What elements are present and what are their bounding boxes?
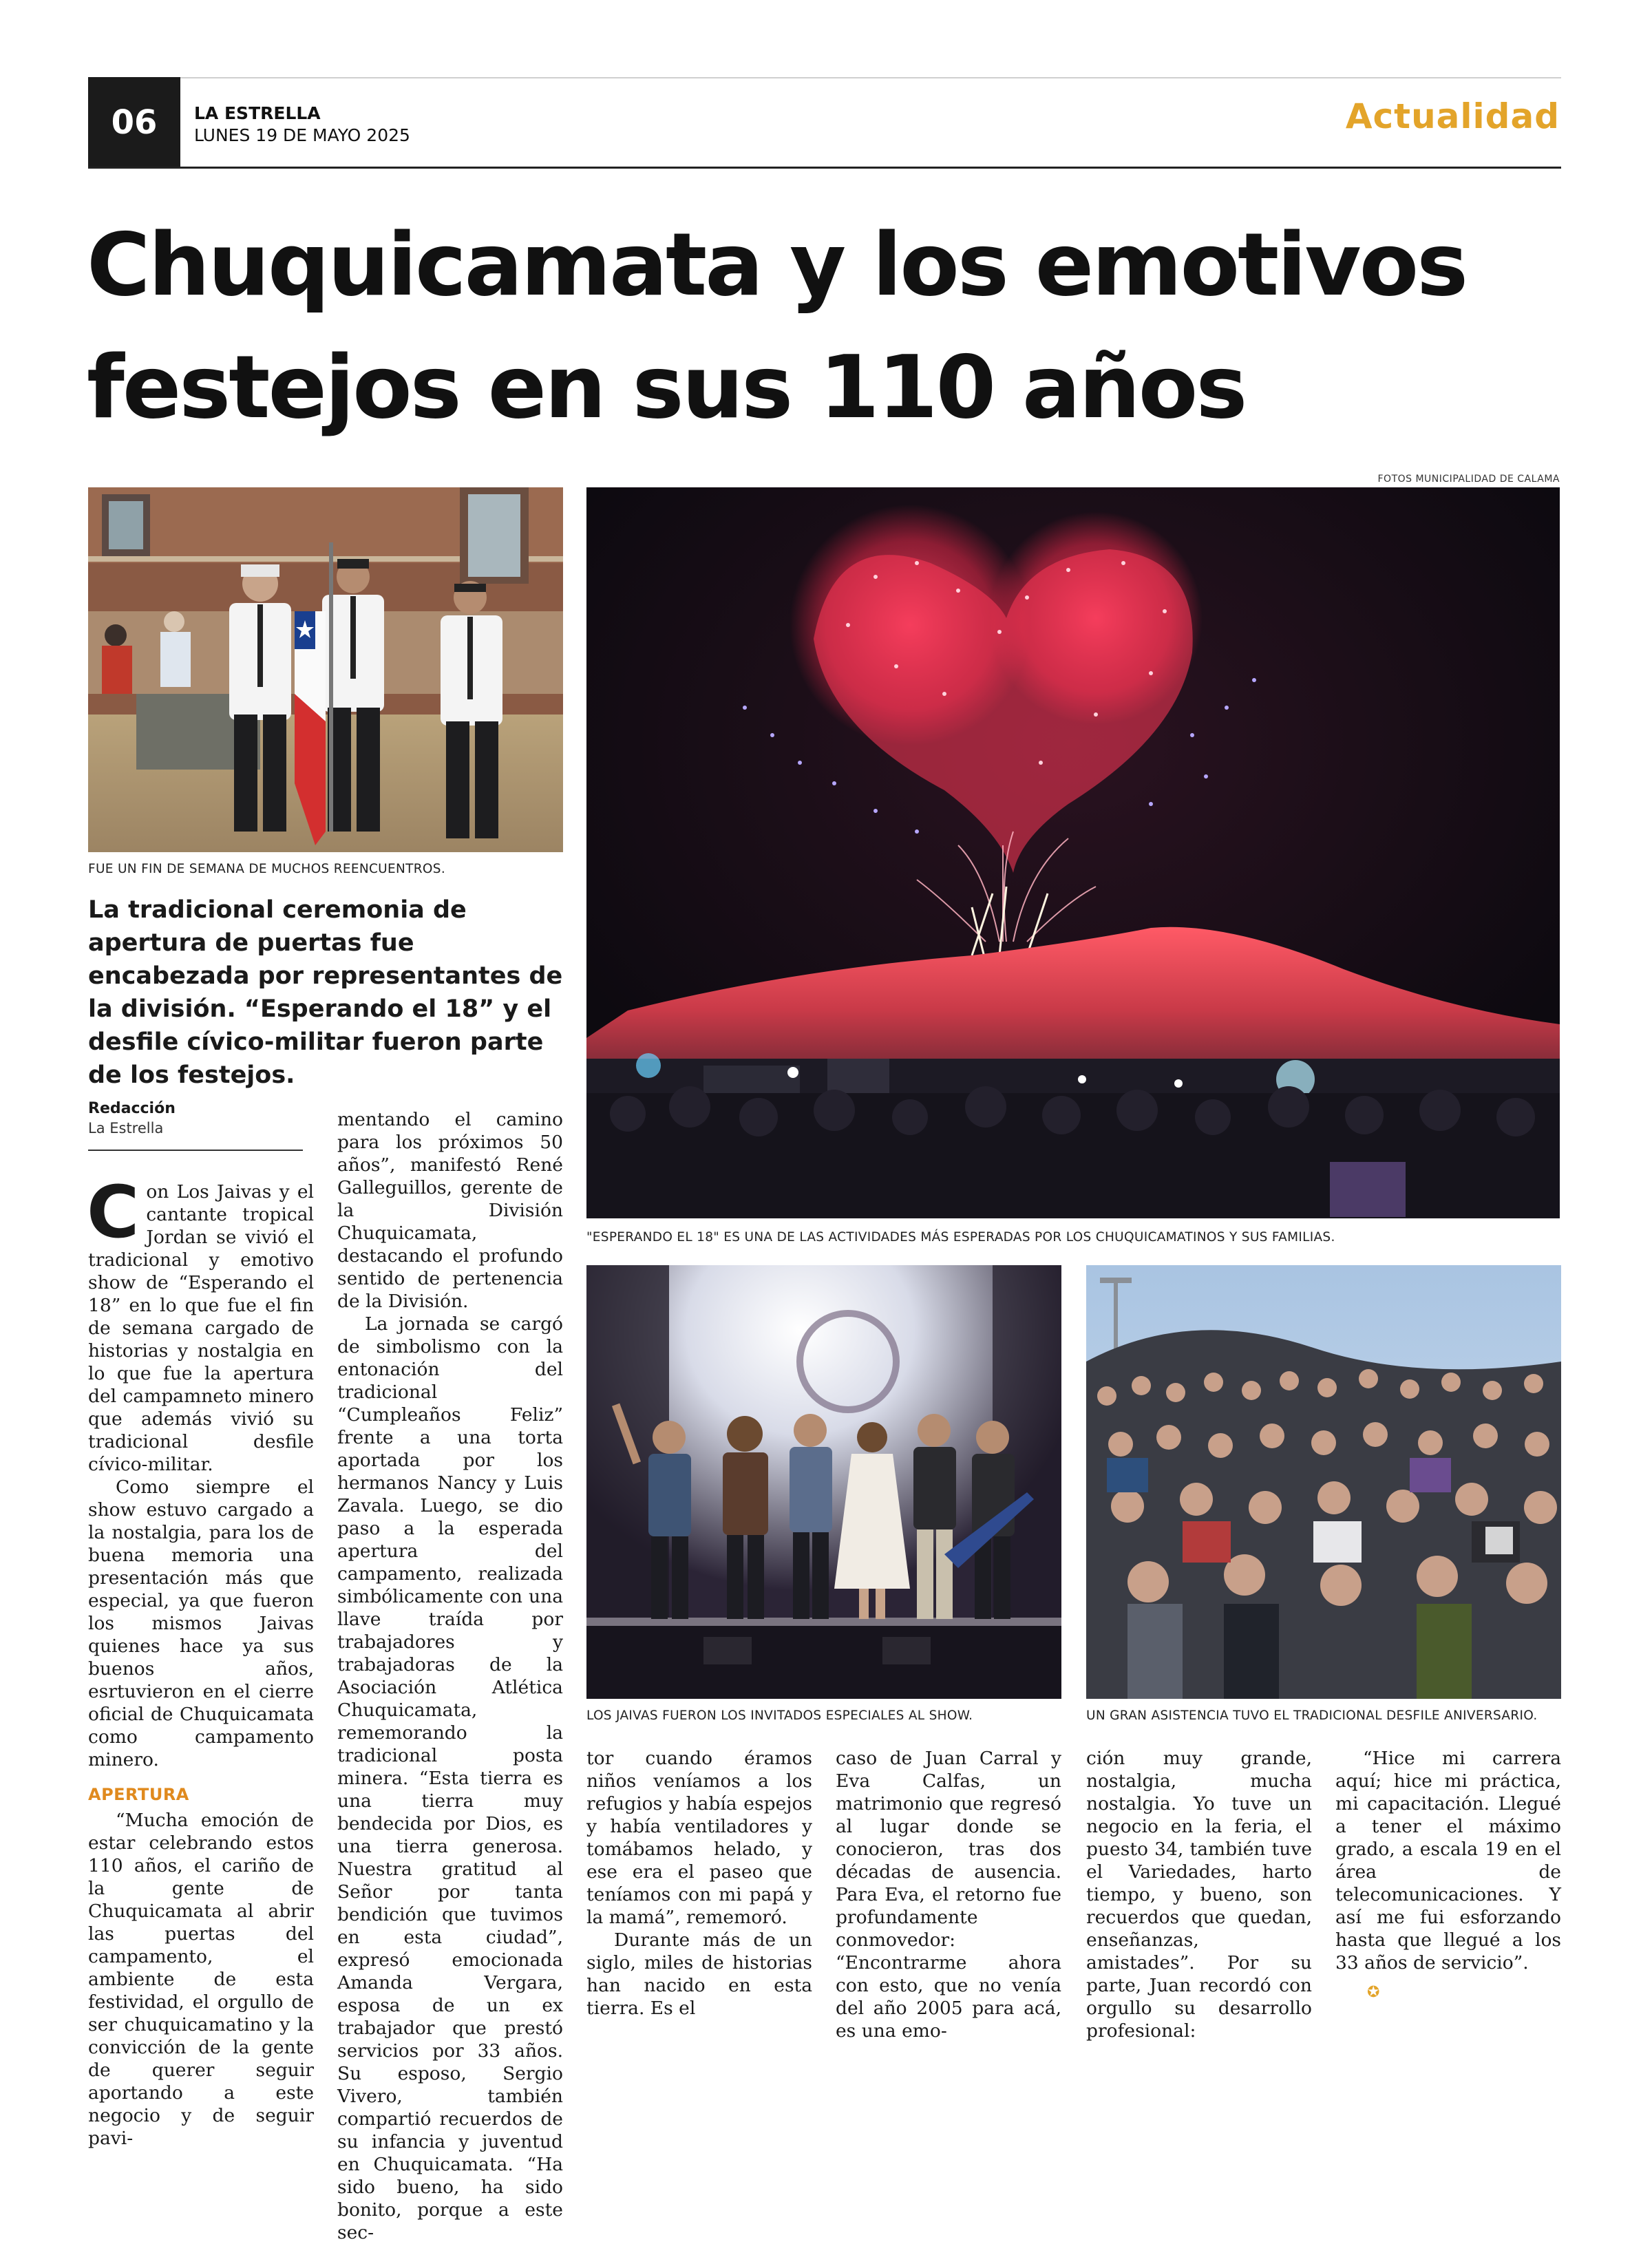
crowd-photo-image [1086,1265,1561,1699]
byline-author: Redacción [88,1100,176,1117]
band-photo [586,1265,1061,1699]
body-column-6 [1335,1747,1561,2004]
fireworks-photo [586,487,1560,1218]
body-paragraph: mentando el camino para los próximos 50 años”, manifestó René Galleguillos, gerente de la División Chuquicamata, destacando el profundo sentido de pertenencia de la División. [337,1109,563,1312]
parade-photo [88,487,563,852]
photo-credit: FOTOS MUNICIPALIDAD DE CALAMA [1377,474,1560,485]
body-column-2 [337,1108,563,2244]
section-label: Actualidad [1345,96,1560,136]
issue-date: LUNES 19 DE MAYO 2025 [194,125,410,145]
band-caption: LOS JAIVAS FUERON LOS INVITADOS ESPECIALES AL SHOW. [586,1708,973,1723]
byline-paper: La Estrella [88,1120,164,1136]
headline [87,204,1574,449]
newspaper-name: LA ESTRELLA [194,103,321,123]
end-of-article-icon: ✪ [1367,1984,1380,2001]
fireworks-caption: "ESPERANDO EL 18" ES UNA DE LAS ACTIVIDADES MÁS ESPERADAS POR LOS CHUQUICAMATINOS Y SUS FAMILIAS. [586,1230,1335,1245]
body-paragraph: Como siempre el show estuvo cargado a la nostalgia, para los de buena memoria una presentación más que especial, ya que fueron los mismos Jaivas quienes hace ya sus buenos años, esrtuvieron en el cierre oficial de Chuquicamata como campamento minero. [88,1476,314,1770]
body-paragraph: Durante más de un siglo, miles de historias han nacido en esta tierra. Es el [586,1929,812,2019]
body-paragraph: La jornada se cargó de simbolismo con la entonación del tradicional “Cumpleaños Feliz” frente a una torta aportada por los hermanos Nancy y Luis Zavala. Luego, se dio paso a la esperada apertura del campamento, realizada simbólicamente con una llave traída por trabajadores y trabajadoras de la Asociación Atlética Chuquicamata, rememorando la tradicional posta minera. “Esta tierra es una tierra muy bendecida por Dios, es una tierra generosa. Nuestra gratitud al Señor por tanta bendición que tuvimos en esta ciudad”, expresó emocionada Amanda Vergara, esposa de un ex trabajador que prestó servicios por 33 años. Su esposo, Sergio Vivero, también compartió recuerdos de su infancia y juventud en Chuquicamata. “Ha sido bueno, ha sido bonito, porque a este sec- [337,1313,563,2243]
section-subhead: APERTURA [88,1785,189,1804]
parade-photo-image [88,487,563,852]
header-top-rule [88,77,1561,78]
body-paragraph [87,1170,314,1476]
body-column-4 [836,1747,1061,2042]
body-column-3 [586,1747,812,2020]
parade-caption: FUE UN FIN DE SEMANA DE MUCHOS REENCUENTROS. [88,862,445,876]
crowd-caption: UN GRAN ASISTENCIA TUVO EL TRADICIONAL DESFILE ANIVERSARIO. [1086,1708,1538,1723]
drop-cap: C [87,1170,140,1254]
body-paragraph-text: on Los Jaivas y el cantante tropical Jordan se vivió el tradicional y emotivo show de “Esperando el 18” en lo que fue el fin de semana cargado de historias y nostalgia en lo que fue la apertura del campamneto minero que además vivió su tradicional desfile cívico-militar. [88,1181,314,1475]
body-paragraph: ción muy grande, nostalgia, mucha nostalgia. Yo tuve un negocio en la feria, el puesto 34, también tuve el Variedades, harto tiempo, y bueno, son recuerdos que quedan, enseñanzas, amistades”. Por su parte, Juan recordó con orgullo su desarrollo profesional: [1086,1748,1312,2042]
body-paragraph: “Mucha emoción de estar celebrando estos 110 años, el cariño de la gente de Chuquicamata al abrir las puertas del campamento, el ambiente de esta festividad, el orgullo de ser chuquicamatino y la convicción de la gente de querer seguir aportando a este negocio y de seguir pavi- [88,1810,314,2149]
headline-line-2: festejos en sus 110 años [87,337,1246,438]
page-number: 06 [88,77,180,168]
headline-line-1: Chuquicamata y los emotivos [87,214,1467,315]
fireworks-photo-image [586,487,1560,1218]
summary-lead: La tradicional ceremonia de apertura de puertas fue encabezada por representantes de la división. “Esperando el 18” y el desfile cívico-militar fueron parte de los festejos. [88,896,563,1089]
byline-rule [88,1150,303,1151]
body-column-5 [1086,1747,1312,2042]
band-photo-image [586,1265,1061,1699]
crowd-photo [1086,1265,1561,1699]
body-column-1 [87,1170,314,2150]
header-bottom-rule [88,167,1561,169]
body-paragraph: caso de Juan Carral y Eva Calfas, un matrimonio que regresó al lugar donde se conocieron, tras dos décadas de ausencia. Para Eva, el retorno fue profundamente conmovedor: “Encontrarme ahora con esto, que no venía del año 2005 para acá, es una emo- [836,1748,1061,2042]
body-paragraph: tor cuando éramos niños veníamos a los refugios y había espejos y había ventiladores y tomábamos helado, y ese era el paseo que teníamos con mi papá y la mamá”, rememoró. [586,1748,812,1928]
body-paragraph: “Hice mi carrera aquí; hice mi práctica, mi capacitación. Llegué a tener el máximo grado, a escala 19 en el área de telecomunicaciones. Y así me fui esforzando hasta que llegué a los 33 años de servicio”. [1335,1748,1561,1973]
